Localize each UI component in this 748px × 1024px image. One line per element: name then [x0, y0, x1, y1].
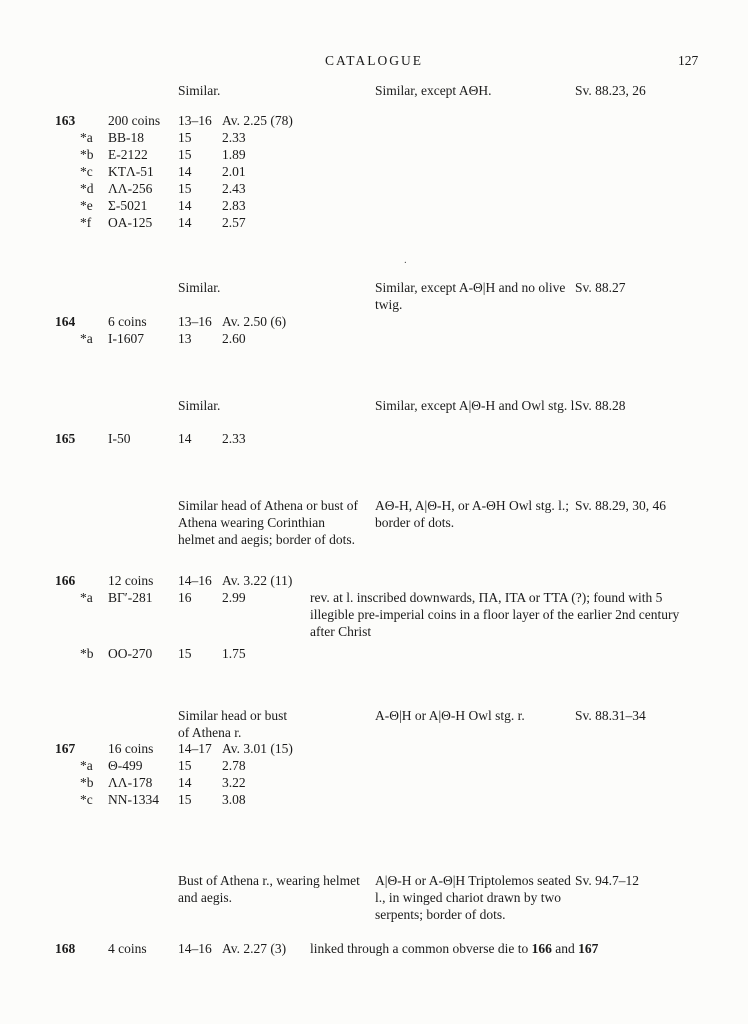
specimen-id: OA-125 [108, 215, 153, 230]
obverse-description: Similar. [178, 398, 221, 413]
specimen-id: OO-270 [108, 646, 153, 661]
specimen-weight: 2.60 [222, 331, 246, 346]
entry-note-ref: 166 [531, 941, 552, 956]
obverse-description: Bust of Athena r., wearing helmet and aegis. [178, 873, 360, 905]
specimen-star: *c [80, 792, 93, 807]
reverse-description: A-Θ|H or A|Θ-H Owl stg. r. [375, 708, 525, 723]
average-weight: Av. 2.50 (6) [222, 314, 287, 329]
specimen-weight: 2.33 [222, 431, 246, 446]
specimen-star: *a [80, 590, 93, 605]
specimen-star: *a [80, 758, 93, 773]
specimen-weight: 2.33 [222, 130, 246, 145]
specimen-weight: 3.08 [222, 792, 246, 807]
entry-note-ref: 167 [578, 941, 599, 956]
specimen-star: *f [80, 215, 92, 230]
specimen-id: NN-1334 [108, 792, 159, 807]
specimen-weight: 2.78 [222, 758, 246, 773]
svoronos-ref: Sv. 88.29, 30, 46 [575, 498, 667, 513]
average-weight: Av. 2.25 (78) [222, 113, 293, 128]
entry-number: 164 [55, 314, 76, 329]
specimen-diameter: 13 [178, 331, 192, 346]
entry-note [310, 940, 704, 957]
specimen-star: *a [80, 331, 93, 346]
entry-number: 167 [55, 741, 76, 756]
specimen-note: rev. at l. inscribed downwards, ΠΑ, ΙΤΑ or ΤΤΑ (?); found with 5 illegible pre-imperial coins in a floor layer of the earlier 2nd century after Christ [310, 590, 680, 639]
coin-count: 6 coins [108, 314, 147, 329]
specimen-id: E-2122 [108, 147, 148, 162]
page-title: CATALOGUE [325, 53, 423, 68]
specimen-weight: 2.43 [222, 181, 246, 196]
specimen-weight: 1.89 [222, 147, 246, 162]
entry-number: 163 [55, 113, 76, 128]
page-number: 127 [678, 53, 699, 68]
average-weight: Av. 2.27 (3) [222, 941, 287, 956]
specimen-weight: 1.75 [222, 646, 246, 661]
entry-note-text: and [551, 941, 579, 956]
diameter-range: 13–16 [178, 314, 212, 329]
specimen-diameter: 15 [178, 181, 192, 196]
obverse-description: Similar head or bust of Athena r. [178, 708, 288, 740]
specimen-diameter: 15 [178, 758, 192, 773]
entry-number: 166 [55, 573, 76, 588]
reverse-description: AΘ-H, A|Θ-H, or A-ΘH Owl stg. l.; border of dots. [375, 498, 569, 530]
specimen-id: ΒΓ′-281 [108, 590, 153, 605]
coin-count: 12 coins [108, 573, 154, 588]
entry-number: 168 [55, 941, 76, 956]
entry-number: 165 [55, 431, 76, 446]
svoronos-ref: Sv. 88.28 [575, 398, 626, 413]
specimen-star: *e [80, 198, 93, 213]
specimen-weight: 2.83 [222, 198, 246, 213]
average-weight: Av. 3.22 (11) [222, 573, 293, 588]
svoronos-ref: Sv. 88.31–34 [575, 708, 646, 723]
diameter-range: 14–16 [178, 941, 212, 956]
specimen-id: ΛΛ-256 [108, 181, 153, 196]
specimen-diameter: 14 [178, 431, 192, 446]
specimen-id: I-1607 [108, 331, 144, 346]
svoronos-ref: Sv. 94.7–12 [575, 873, 640, 888]
svoronos-ref: Sv. 88.23, 26 [575, 83, 646, 98]
specimen-diameter: 15 [178, 646, 192, 661]
specimen-id: Σ-5021 [108, 198, 148, 213]
diameter-range: 14–17 [178, 741, 212, 756]
specimen-weight: 2.57 [222, 215, 246, 230]
reverse-description: Similar, except A-Θ|H and no olive twig. [375, 280, 566, 312]
average-weight: Av. 3.01 (15) [222, 741, 293, 756]
specimen-weight: 2.99 [222, 590, 246, 605]
coin-count: 16 coins [108, 741, 154, 756]
specimen-star: *c [80, 164, 93, 179]
specimen-diameter: 14 [178, 198, 192, 213]
obverse-description: Similar head of Athena or bust of Athena wearing Corinthian helmet and aegis; border of dots. [178, 498, 358, 547]
coin-count: 4 coins [108, 941, 147, 956]
specimen-diameter: 15 [178, 792, 192, 807]
specimen-star: *b [80, 646, 94, 661]
diameter-range: 13–16 [178, 113, 212, 128]
coin-count: 200 coins [108, 113, 161, 128]
specimen-id: I-50 [108, 431, 131, 446]
reverse-description: A|Θ-H or A-Θ|H Triptolemos seated l., in winged chariot drawn by two serpents; border of dots. [375, 873, 571, 922]
specimen-id: KTΛ-51 [108, 164, 154, 179]
specimen-diameter: 15 [178, 130, 192, 145]
specimen-diameter: 15 [178, 147, 192, 162]
specimen-weight: 2.01 [222, 164, 246, 179]
specimen-diameter: 14 [178, 215, 192, 230]
obverse-description: Similar. [178, 280, 221, 295]
specimen-weight: 3.22 [222, 775, 246, 790]
specimen-diameter: 14 [178, 164, 192, 179]
specimen-id: BB-18 [108, 130, 145, 145]
specimen-star: *b [80, 775, 94, 790]
diameter-range: 14–16 [178, 573, 212, 588]
specimen-diameter: 16 [178, 590, 192, 605]
specimen-star: *b [80, 147, 94, 162]
reverse-description: Similar, except AΘH. [375, 83, 492, 98]
entry-note-text: linked through a common obverse die to [310, 941, 532, 956]
specimen-star: *d [80, 181, 94, 196]
specimen-star: *a [80, 130, 93, 145]
reverse-description: Similar, except A|Θ-H and Owl stg. l. [375, 398, 578, 413]
scan-artifact-dot: . [404, 254, 407, 266]
specimen-id: ΛΛ-178 [108, 775, 153, 790]
obverse-description: Similar. [178, 83, 221, 98]
svoronos-ref: Sv. 88.27 [575, 280, 626, 295]
specimen-id: Θ-499 [108, 758, 143, 773]
specimen-diameter: 14 [178, 775, 192, 790]
